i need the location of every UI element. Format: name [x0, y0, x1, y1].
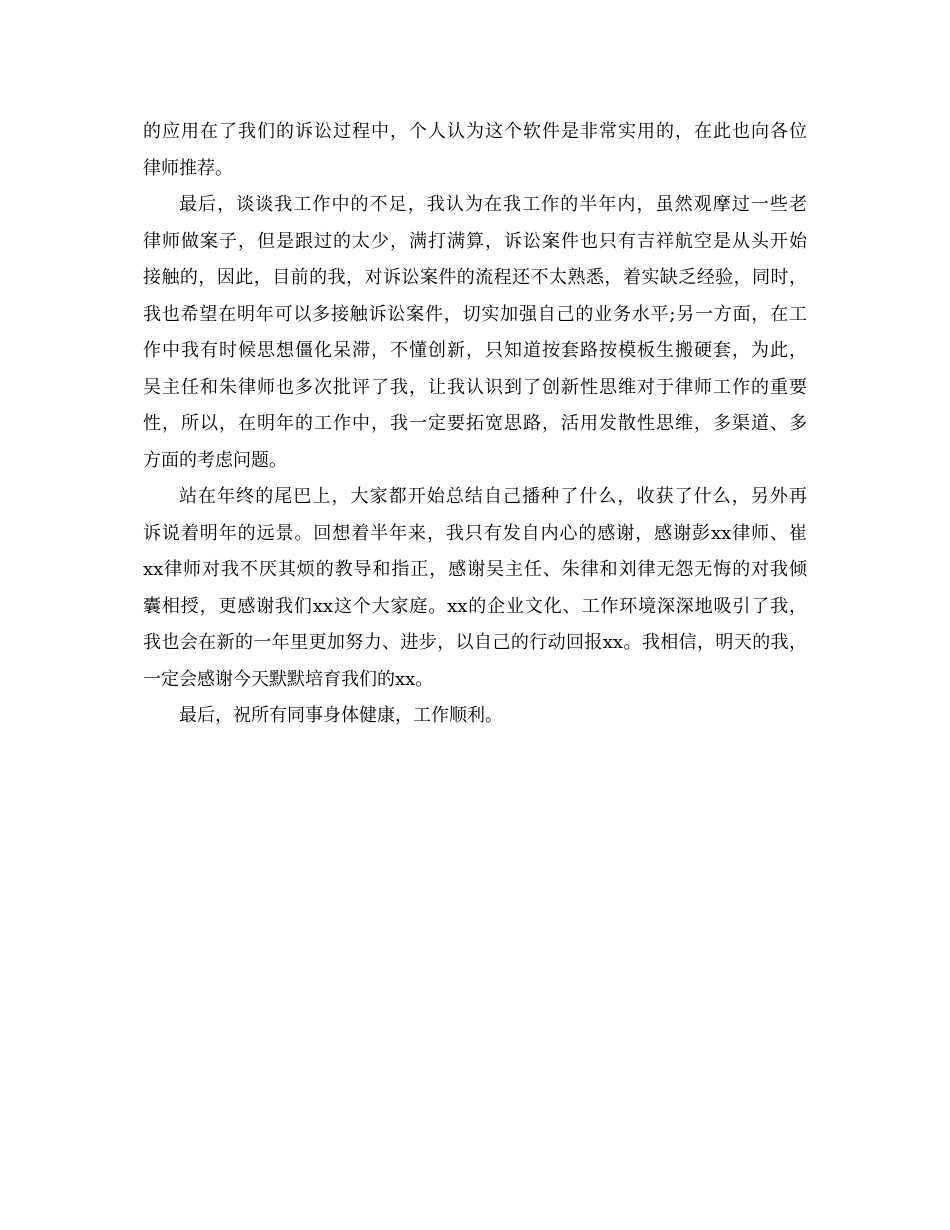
text-line: 诉说着明年的远景。回想着半年来，我只有发自内心的感谢，感谢彭xx律师、崔 — [143, 522, 807, 544]
paragraph-start-line: 最后，祝所有同事身体健康，工作顺利。 — [179, 705, 503, 726]
text-line: 律师推荐。 — [143, 157, 233, 179]
text-line: 作中我有时候思想僵化呆滞，不懂创新，只知道按套路按模板生搬硬套，为此， — [143, 340, 807, 361]
text-line: 的应用在了我们的诉讼过程中，个人认为这个软件是非常实用的，在此也向各位 — [143, 121, 807, 142]
text-line: xx律师对我不厌其烦的教导和指正，感谢吴主任、朱律和刘律无怨无悔的对我倾 — [143, 559, 807, 580]
text-line: 我也希望在明年可以多接触诉讼案件，切实加强自己的业务水平;另一方面，在工 — [143, 303, 807, 325]
text-line: 性，所以，在明年的工作中，我一定要拓宽思路，活用发散性思维，多渠道、多 — [143, 413, 807, 434]
paragraph-start-line: 最后，谈谈我工作中的不足，我认为在我工作的半年内，虽然观摩过一些老 — [179, 194, 807, 215]
text-line: 吴主任和朱律师也多次批评了我，让我认识到了创新性思维对于律师工作的重要 — [143, 376, 807, 398]
text-line: 方面的考虑问题。 — [143, 449, 287, 471]
text-line: 律师做案子，但是跟过的太少，满打满算，诉讼案件也只有吉祥航空是从头开始 — [143, 230, 807, 252]
paragraph-start-line: 站在年终的尾巴上，大家都开始总结自己播种了什么，收获了什么，另外再 — [179, 486, 807, 507]
text-line: 囊相授，更感谢我们xx这个大家庭。xx的企业文化、工作环境深深地吸引了我， — [143, 595, 807, 617]
text-line: 接触的，因此，目前的我，对诉讼案件的流程还不太熟悉，着实缺乏经验，同时， — [143, 267, 807, 288]
text-line: 一定会感谢今天默默培育我们的xx。 — [143, 668, 434, 690]
document-body — [143, 114, 807, 735]
text-line: 我也会在新的一年里更加努力、进步，以自己的行动回报xx。我相信，明天的我， — [143, 632, 807, 653]
